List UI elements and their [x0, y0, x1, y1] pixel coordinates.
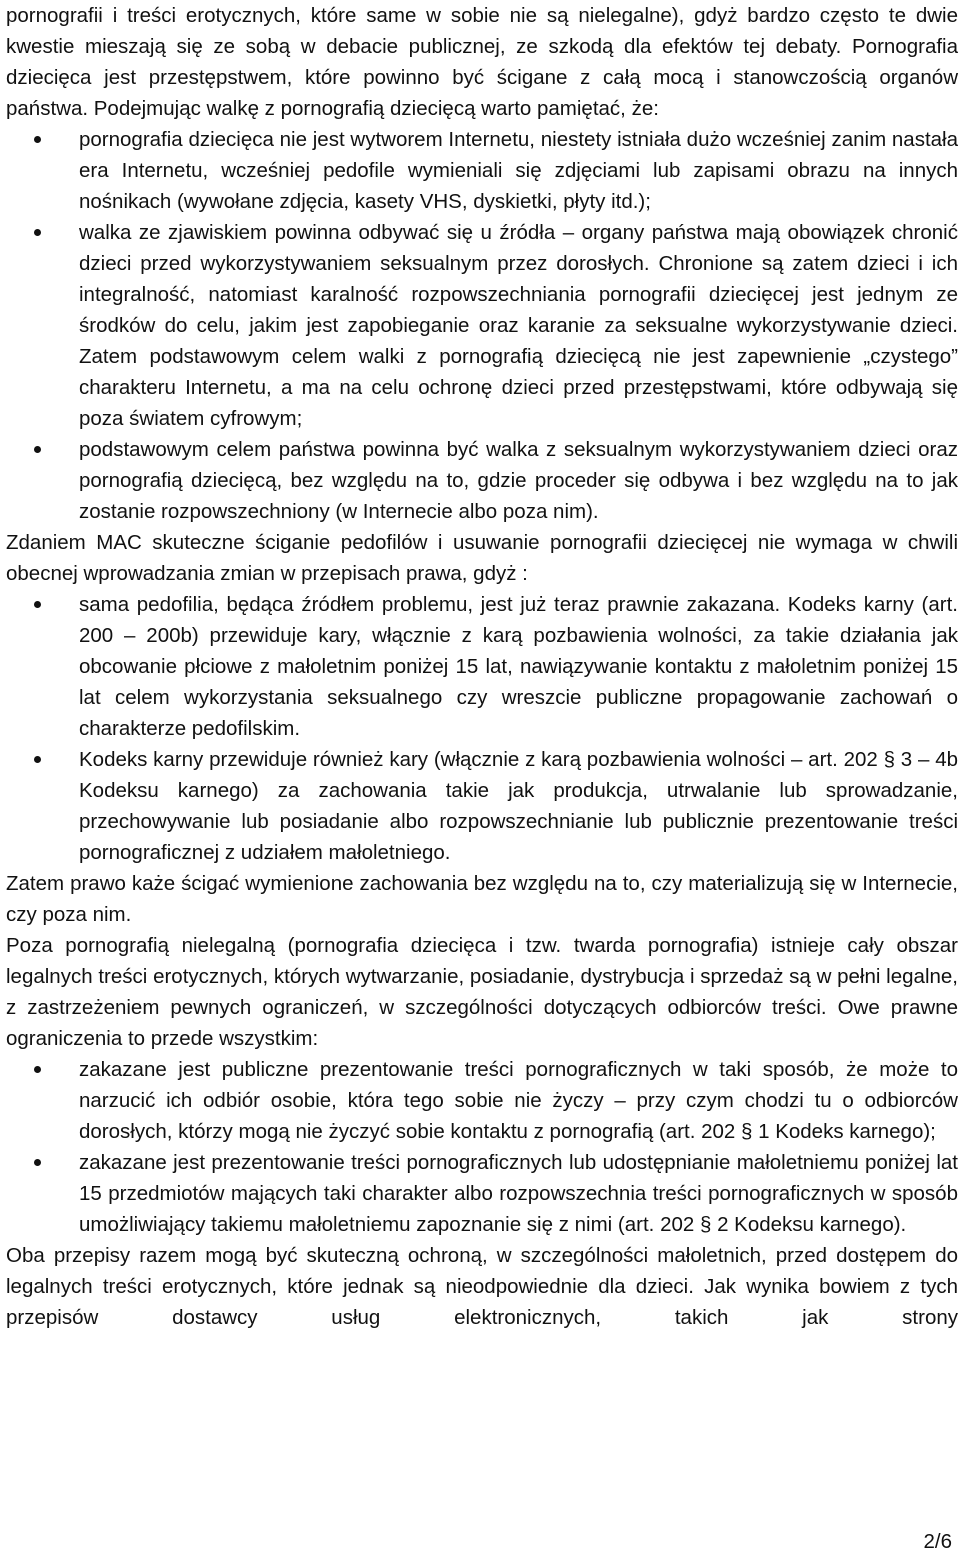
bullet-icon	[34, 1159, 41, 1166]
paragraph-intro: pornografii i treści erotycznych, które same w sobie nie są nielegalne), gdyż bardzo często te dwie kwestie mieszają się ze sobą w debacie publicznej, ze szkodą dla efektów tej debaty. Pornografia dziecięca jest przestępstwem, które powinno być ścigane z całą mocą i stanowczością organów państwa. Podejmując walkę z pornografią dziecięcą warto pamiętać, że:	[6, 4, 958, 120]
list-item: Kodeks karny przewiduje również kary (włącznie z karą pozbawienia wolności – art. 202 § 3 – 4b Kodeksu karnego) za zachowania takie jak produkcja, utrwalanie lub sprowadzanie, przechowywanie lub posiadanie albo rozpowszechnianie lub publicznie prezentowanie treści pornograficznej z udziałem małoletniego.	[6, 744, 958, 868]
list-item: zakazane jest prezentowanie treści pornograficznych lub udostępnianie małoletniemu poniżej lat 15 przedmiotów mających taki charakter albo rozpowszechnia treści pornograficznych w sposób umożliwiający takiemu małoletniemu zapoznanie się z nimi (art. 202 § 2 Kodeksu karnego).	[6, 1147, 958, 1240]
page-number: 2/6	[923, 1530, 952, 1553]
bullet-icon	[34, 756, 41, 763]
bullet-icon	[34, 136, 41, 143]
bullet-list-facts	[6, 124, 958, 527]
list-item: pornografia dziecięca nie jest wytworem Internetu, niestety istniała dużo wcześniej zanim nastała era Internetu, wcześniej pedofile wymieniali się zdjęciami lub zapisami obrazu na innych nośnikach (wywołane zdjęcia, kasety VHS, dyskietki, płyty itd.);	[6, 124, 958, 217]
bullet-icon	[34, 229, 41, 236]
document-page	[6, 0, 958, 1333]
list-item: sama pedofilia, będąca źródłem problemu, jest już teraz prawnie zakazana. Kodeks karny (art. 200 – 200b) przewiduje kary, włącznie z karą pozbawienia wolności, za takie działania jak obcowanie płciowe z małoletnim poniżej 15 lat, nawiązywanie kontaktu z małoletnim poniżej 15 lat celem wykorzystania seksualnego czy wreszcie publiczne propagowanie zachowań o charakterze pedofilskim.	[6, 589, 958, 744]
paragraph-oba: Oba przepisy razem mogą być skuteczną ochroną, w szczególności małoletnich, przed dostępem do legalnych treści erotycznych, które jednak są nieodpowiednie dla dzieci. Jak wynika bowiem z tych przepisów dostawcy usług elektronicznych, takich jak strony	[6, 1244, 958, 1329]
list-item: podstawowym celem państwa powinna być walka z seksualnym wykorzystywaniem dzieci oraz pornografią dziecięcą, bez względu na to, gdzie proceder się odbywa i bez względu na to jak zostanie rozpowszechniony (w Internecie albo poza nim).	[6, 434, 958, 527]
list-item: zakazane jest publiczne prezentowanie treści pornograficznych w taki sposób, że może to narzucić ich odbiór osobie, która tego sobie nie życzy – przy czym chodzi tu o odbiorców dorosłych, którzy mogą nie życzyć sobie kontaktu z pornografią (art. 202 § 1 Kodeks karnego);	[6, 1054, 958, 1147]
bullet-icon	[34, 446, 41, 453]
bullet-list-restrictions	[6, 1054, 958, 1240]
paragraph-poza: Poza pornografią nielegalną (pornografia dziecięca i tzw. twarda pornografia) istnieje cały obszar legalnych treści erotycznych, których wytwarzanie, posiadanie, dystrybucja i sprzedaż są w pełni legalne, z zastrzeżeniem pewnych ograniczeń, w szczególności dotyczących odbiorców treści. Owe prawne ograniczenia to przede wszystkim:	[6, 934, 958, 1050]
bullet-icon	[34, 1066, 41, 1073]
paragraph-mac: Zdaniem MAC skuteczne ściganie pedofilów i usuwanie pornografii dziecięcej nie wymaga w chwili obecnej wprowadzania zmian w przepisach prawa, gdyż :	[6, 531, 958, 585]
bullet-list-law	[6, 589, 958, 868]
bullet-icon	[34, 601, 41, 608]
list-item: walka ze zjawiskiem powinna odbywać się u źródła – organy państwa mają obowiązek chronić dzieci przed wykorzystywaniem seksualnym przez dorosłych. Chronione są zatem dzieci i ich integralność, natomiast karalność rozpowszechniania pornografii dziecięcej jest jednym ze środków do celu, jakim jest zapobieganie oraz karanie za seksualne wykorzystywanie dzieci. Zatem podstawowym celem walki z pornografią dziecięcą nie jest zapewnienie „czystego” charakteru Internetu, a ma na celu ochronę dzieci przed przestępstwami, które odbywają się poza światem cyfrowym;	[6, 217, 958, 434]
paragraph-zatem: Zatem prawo każe ścigać wymienione zachowania bez względu na to, czy materializują się w Internecie, czy poza nim.	[6, 872, 958, 926]
